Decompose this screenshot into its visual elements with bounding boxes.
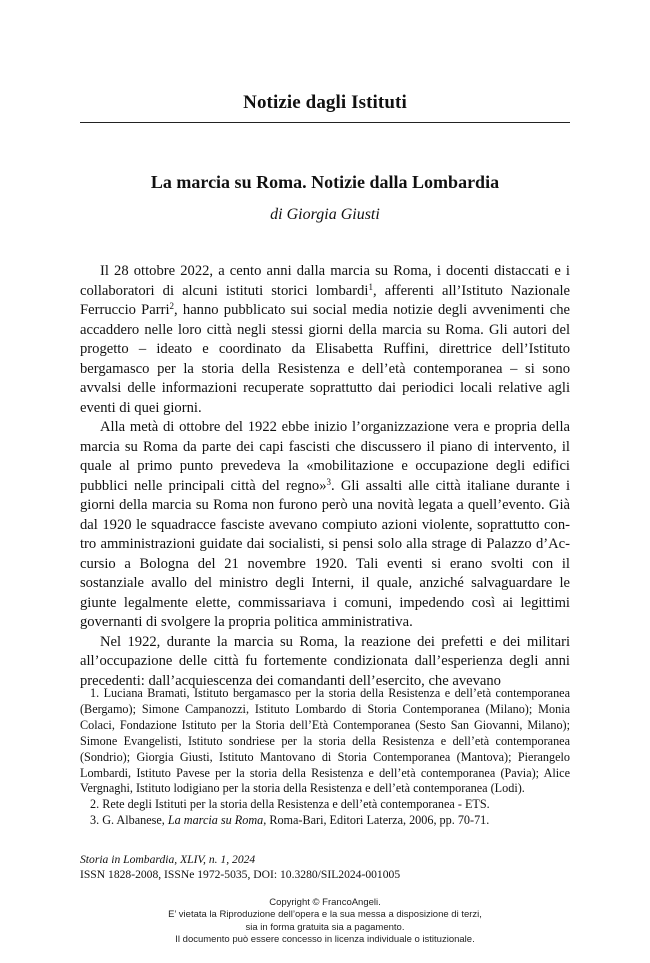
footnote-ref: 3 bbox=[326, 476, 331, 487]
footnotes bbox=[80, 686, 570, 829]
article-author: di Giorgia Giusti bbox=[270, 206, 380, 223]
footnote bbox=[80, 686, 570, 797]
footnote bbox=[80, 813, 570, 829]
text-run: 2. Rete degli Istituti per la storia della Resistenza e dell’età contemporanea - ETS. bbox=[90, 797, 490, 812]
footnote-ref: 1 bbox=[368, 281, 373, 292]
text-run: Nel 1922, durante la marcia su Roma, la reazione dei prefetti e dei militari all’occupazione delle città fu fortemente condizionata dall’esperienza degli anni precedenti: dall’acquiescenza dei comandanti dell’esercito, che avevano bbox=[80, 633, 570, 689]
copyright-notice bbox=[80, 897, 570, 947]
text-run: 1. Luciana Bramati, Istituto bergamasco per la storia della Resistenza e dell’età contemporanea (Bergamo); Simone Campanozzi, Istituto Lombardo di Storia Contemporanea (Milano); Monia Colaci, Fondazione Istituto per la Storia dell’Età Contemporanea (Sesto San Giovanni, Milano); Simone Evangelisti, Istituto sondriese per la storia della Resistenza e dell’età contemporanea (Sondrio); Giorgia Giusti, Istituto Mantovano di Storia Contemporanea (Mantova); Pierangelo Lombardi, Istituto Pavese per la storia della Resistenza e dell’età contemporanea (Pavia); Alice Vergnaghi, Istituto lodigiano per la storia della Resistenza e dell’età contemporanea (Lodi). bbox=[80, 686, 570, 796]
copyright-line: Copyright © FrancoAngeli. bbox=[269, 897, 381, 908]
text-run: . Gli assalti alle città italiane durante i giorni della marcia su Roma non furono però una novità legata a quell’evento. Già dal 1920 le squadracce fasciste avevano compiuto azioni violente, soprattutto contro amministrazioni guidate dai socialisti, si pensi solo alla strage di Palazzo d’Accursio a Bologna del 21 novembre 1920. Tali eventi si erano svolti con il sostanziale avallo del ministro degli Interni, il quale, anziché salvaguardare le giunte legalmente elette, commissariava i comuni, impedendo così ai legittimi governanti di svolgere la propria politica amministrativa. bbox=[80, 477, 570, 630]
article-body bbox=[80, 262, 570, 691]
footnote bbox=[80, 797, 570, 813]
body-paragraph bbox=[80, 633, 570, 692]
text-run: , afferenti all’Istituto Nazionale Ferruccio Parri bbox=[80, 282, 571, 318]
copyright-line: Il documento può essere concesso in licenza individuale o istituzionale. bbox=[175, 934, 475, 946]
journal-issn: ISSN 1828-2008, ISSNe 1972-5035, DOI: 10.3280/SIL2024-001005 bbox=[80, 868, 401, 881]
copyright-line: E’ vietata la Riproduzione dell’opera e la sua messa a disposizione di terzi, bbox=[168, 909, 482, 921]
text-run: Il 28 ottobre 2022, a cento anni dalla marcia su Roma, i docenti distaccati e i collaboratori di alcuni istituti storici lombardi bbox=[80, 263, 570, 299]
article-title: La marcia su Roma. Notizie dalla Lombardia bbox=[150, 172, 500, 192]
italic-title: La marcia su Roma bbox=[167, 813, 264, 828]
body-paragraph bbox=[80, 418, 570, 633]
header-rule bbox=[80, 122, 570, 123]
body-paragraph bbox=[80, 262, 570, 418]
text-run: , hanno pubblicato sui social media notizie degli avvenimenti che accaddero nelle loro città negli stessi giorni della marcia su Roma. Gli autori del progetto – ideato e coordinato da Elisabetta Ruffini, direttrice dell’Istituto bergamasco per la storia della Resistenza e dell’età contemporanea – si sono avvalsi delle informazioni recuperate soprattutto dai periodici locali relative agli eventi di quei giorni. bbox=[80, 302, 570, 416]
text-run: 3. G. Albanese, bbox=[90, 813, 168, 828]
section-header: Notizie dagli Istituti bbox=[243, 92, 407, 113]
journal-name: Storia in Lombardia, XLIV, n. 1, 2024 bbox=[80, 853, 256, 866]
text-run: , Roma-Bari, Editori Laterza, 2006, pp. 70-71. bbox=[263, 813, 490, 828]
footnote-ref: 2 bbox=[169, 301, 175, 311]
journal-info bbox=[80, 852, 570, 882]
copyright-line: sia in forma gratuita sia a pagamento. bbox=[245, 921, 405, 933]
text-run: Alla metà di ottobre del 1922 ebbe inizio l’organizzazione vera e propria della marcia su Roma da parte dei capi fascisti che discussero il piano di intervento, il quale al primo punto prevedeva la «mobilitazione e occupazione degli edifici pubblici nelle principali città del regno» bbox=[80, 419, 570, 494]
